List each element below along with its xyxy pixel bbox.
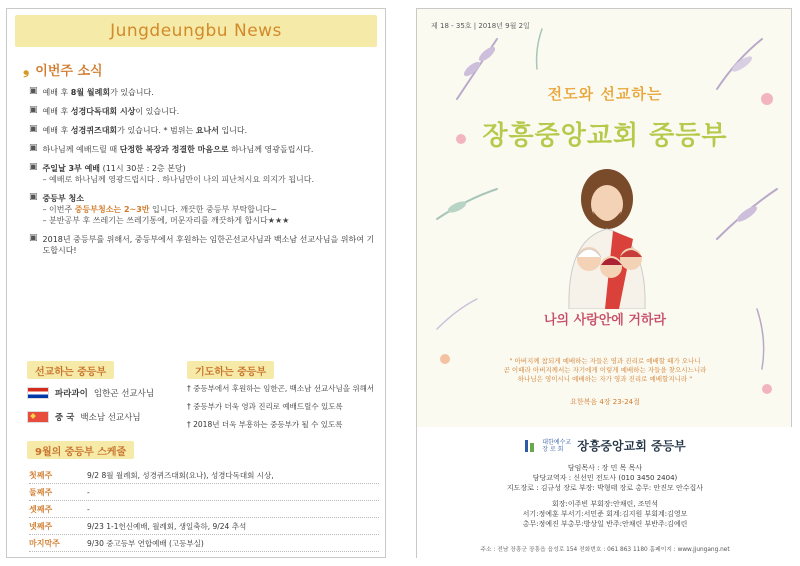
church-logo-icon [524, 440, 536, 452]
schedule-event: 9/30 중고등부 연합예배 (고등부실) [87, 538, 204, 548]
church-logo: 대한예수교 장 로 회 장흥중앙교회 중등부 [417, 437, 793, 454]
church-address: 주소 : 전남 장흥군 장흥읍 읍성로 154 전화번호 : 061 863 1180 홈페이지 : www.jjungang.net [480, 547, 730, 553]
love-text: 나의 사랑안에 거하라 [543, 313, 667, 328]
schedule-week: 셋째주 [29, 504, 53, 514]
bullet-box-icon: ▣ [29, 162, 38, 172]
schedule-event: 9/23 1-1헌신예배, 월례회, 생일축하, 9/24 추석 [87, 521, 247, 531]
schedule-row [29, 535, 379, 552]
news-header [15, 15, 377, 47]
bullet-box-icon: ▣ [29, 233, 38, 243]
verse-reference: 요한복음 4장 23-24절 [570, 398, 640, 406]
schedule-section-title: 9월의 중등부 스케줄 [27, 441, 134, 459]
news-header-title: Jungdeungbu News [110, 21, 282, 41]
schedule-table [29, 467, 379, 552]
footprint-icon: ❟ [23, 59, 30, 78]
schedule-row [29, 484, 379, 501]
bullet-box-icon: ▣ [29, 86, 38, 96]
bullet-box-icon: ▣ [29, 105, 38, 115]
staff-info: 담임목사 : 장 민 목 목사 담당교역자 : 신선민 전도사 (010 3450 2404) 지도장로 : 김규성 장로 부장: 박형태 장로 총무: 안진모 안수집사 [506, 464, 704, 492]
bullet-box-icon: ▣ [29, 143, 38, 153]
cover-title: 장흥중앙교회 중등부 [482, 121, 728, 151]
officer-info: 회장:이주빈 부회장:안채린, 조민석 서기:정예훈 부서기:서민준 회계:김지원 부회계:김영모 총무:정예진 부총무:방상일 반주:안채린 부반주:김예린 [522, 500, 688, 528]
missionary-row: 파라과이 임한곤 선교사님 [27, 387, 154, 399]
news-item: ▣ 주일날 3부 예배 (11시 30분 : 2층 본당) – 예배로 하나님께 영광드립시다 . 하나님만이 나의 피난처시요 의지가 됩니다. [29, 162, 315, 184]
cover-subtitle: 전도와 선교하는 [547, 85, 663, 103]
prayer-item: † 중등부가 더욱 영과 진리로 예배드릴수 있도록 [187, 402, 343, 411]
bible-verse: " 아버지께 참되게 예배하는 자들은 영과 진리로 예배할 때가 오나니 곧 이때라 아버지께서는 자기에게 이렇게 예배하는 자들을 찾으시느니라 하나님은 영이시니 예배하는 자가 영과 진리로 예배할지니라 " [503, 357, 707, 383]
news-item: ▣ 2018년 중등부를 위해서, 중등부에서 후원하는 임한곤선교사님과 백소남 선교사님을 위하여 기도합시다! [29, 233, 375, 255]
schedule-event: - [87, 487, 90, 497]
news-section-title: ❟ 이번주 소식 [23, 59, 103, 79]
bullet-box-icon: ▣ [29, 192, 38, 202]
news-page-left [6, 8, 386, 558]
church-logo-name: 장흥중앙교회 중등부 [577, 439, 686, 453]
news-item: ▣ 하나님께 예배드릴 때 단정한 복장과 정결한 마음으로 하나님께 영광돌립시다. [29, 143, 314, 154]
cover-page-right [416, 8, 792, 558]
news-item: ▣ 예배 후 성경퀴즈대회가 있습니다. * 범위는 요나서 입니다. [29, 124, 248, 135]
prayer-section-title: 기도하는 중등부 [187, 361, 274, 379]
schedule-row [29, 518, 379, 535]
bullet-box-icon: ▣ [29, 124, 38, 134]
news-list [29, 87, 379, 264]
prayer-item: † 중등부에서 후원하는 임한곤, 백소남 선교사님을 위해서 [187, 384, 375, 393]
prayer-list [187, 384, 387, 438]
schedule-week: 마지막주 [29, 538, 60, 548]
mission-section-title: 선교하는 중등부 [27, 361, 114, 379]
missionary-row: 중 국 백소남 선교사님 [27, 411, 141, 423]
china-flag-icon [27, 411, 49, 423]
schedule-week: 첫째주 [29, 470, 53, 480]
schedule-event: - [87, 504, 90, 514]
prayer-item: † 2018년 더욱 부흥하는 중등부가 될 수 있도록 [187, 420, 343, 429]
jesus-with-children-illustration [549, 159, 665, 309]
news-item: ▣ 예배 후 8월 월례회가 있습니다. [29, 86, 154, 97]
paraguay-flag-icon [27, 387, 49, 399]
issue-info: 제 18 - 35호 | 2018년 9월 2일 [431, 22, 530, 30]
news-item: ▣ 예배 후 성경다독대회 시상이 있습니다. [29, 105, 180, 116]
schedule-week: 둘째주 [29, 487, 53, 497]
news-item: ▣ 중등부 청소 – 이번주 중등부청소는 2~3반 입니다. 깨끗한 중등부 부탁합니다~ – 분반공부 후 쓰레기는 쓰레기통에, 머문자리를 깨끗하게 합시다★★★ [29, 192, 290, 225]
schedule-row [29, 501, 379, 518]
schedule-week: 넷째주 [29, 521, 53, 531]
schedule-row [29, 467, 379, 484]
schedule-event: 9/2 8월 월례회, 성경퀴즈대회(요나), 성경다독대회 시상, [87, 470, 274, 480]
